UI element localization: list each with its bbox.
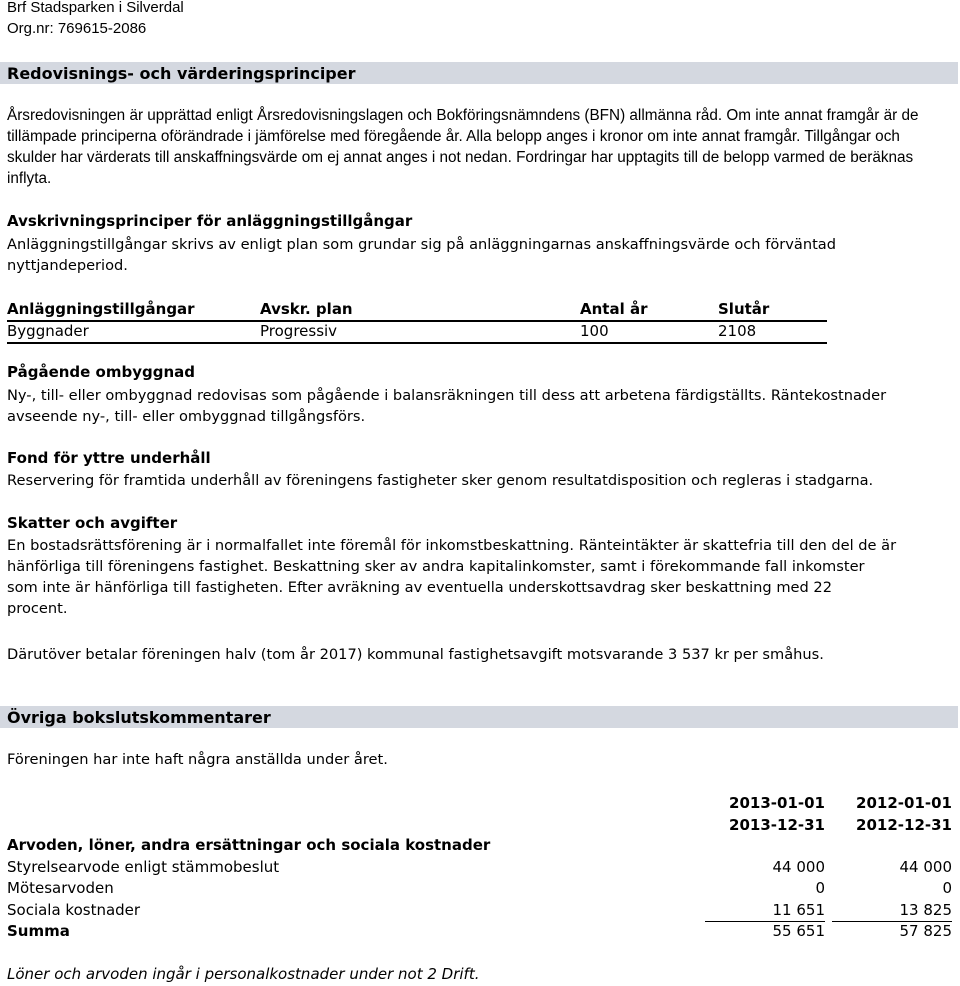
depreciation-plan-col-header: Avskr. plan xyxy=(260,300,353,318)
current-period-end: 2013-12-31 xyxy=(729,816,825,834)
previous-period-end: 2012-12-31 xyxy=(856,816,952,834)
footnote: Löner och arvoden ingår i personalkostnader under not 2 Drift. xyxy=(7,965,480,983)
depreciation-plan-cell: Progressiv xyxy=(260,322,338,340)
table-row xyxy=(7,900,952,921)
fee-current-value: 44 000 xyxy=(772,858,825,876)
years-col-header: Antal år xyxy=(580,300,648,318)
asset-name-cell: Byggnader xyxy=(7,322,89,340)
years-cell: 100 xyxy=(580,322,609,340)
organization-name: Brf Stadsparken i Silverdal xyxy=(7,0,184,16)
fee-current-value: 0 xyxy=(815,879,825,897)
previous-period-start: 2012-01-01 xyxy=(856,794,952,812)
sum-row xyxy=(7,921,952,942)
taxes-heading: Skatter och avgifter xyxy=(7,514,178,532)
table-row xyxy=(7,857,952,878)
end-year-col-header: Slutår xyxy=(718,300,770,318)
sum-previous-value: 57 825 xyxy=(899,922,952,940)
ongoing-construction-heading: Pågående ombyggnad xyxy=(7,363,196,381)
fee-label: Mötesarvoden xyxy=(7,879,114,897)
sum-current-value: 55 651 xyxy=(772,922,825,940)
fee-previous-value: 0 xyxy=(942,879,952,897)
fee-label: Styrelsearvode enligt stämmobeslut xyxy=(7,858,280,876)
ongoing-construction-text: Ny-, till- eller ombyggnad redovisas som pågående i balansräkningen till dess att arbetena färdigställts. Räntekostnader avseende ny-, till- eller ombyggnad tillgångsförs. xyxy=(7,387,887,425)
taxes-text: En bostadsrättsförening är i normalfallet inte föremål för inkomstbeskattning. Ränteintäkter är skattefria till den del de är hänförliga till föreningens fastighet. Beskattning sker av andra kapitalinkomster, samt i förekommande fall inkomster som inte är hänförliga till fastigheten. Efter avräkning av eventuella underskottsavdrag sker beskattning med 22 procent. xyxy=(7,537,897,617)
table-row xyxy=(7,321,827,344)
principles-intro-text: Årsredovisningen är upprättad enligt Årsredovisningslagen och Bokföringsnämndens (BFN) allmänna råd. Om inte annat framgår är de tillämpade principerna oförändrade i jämförelse med föregående år. Alla belopp anges i kronor om inte annat framgår. Tillgångar och skulder har värderats till anskaffningsvärde om ej annat anges i not nedan. Fordringar har upptagits till de belopp varmed de beräknas inflyta. xyxy=(7,107,919,187)
fee-label: Sociala kostnader xyxy=(7,901,141,919)
fees-heading: Arvoden, löner, andra ersättningar och sociala kostnader xyxy=(7,836,491,854)
fee-previous-value: 13 825 xyxy=(832,900,952,922)
asset-table-header xyxy=(7,299,827,322)
property-fee-text: Därutöver betalar föreningen halv (tom år 2017) kommunal fastighetsavgift motsvarande 3 537 kr per småhus. xyxy=(7,646,824,663)
fee-previous-value: 44 000 xyxy=(899,858,952,876)
table-row xyxy=(7,878,952,899)
asset-col-header: Anläggningstillgångar xyxy=(7,300,195,318)
depreciation-text: Anläggningstillgångar skrivs av enligt plan som grundar sig på anläggningarnas anskaffningsvärde och förväntad nyttjandeperiod. xyxy=(7,236,837,274)
sum-label: Summa xyxy=(7,922,70,940)
maintenance-fund-heading: Fond för yttre underhåll xyxy=(7,449,211,467)
depreciation-heading: Avskrivningsprinciper för anläggningstillgångar xyxy=(7,212,413,230)
current-period-start: 2013-01-01 xyxy=(729,794,825,812)
section-title-principles: Redovisnings- och värderingsprinciper xyxy=(0,62,958,84)
maintenance-fund-text: Reservering för framtida underhåll av föreningens fastigheter sker genom resultatdisposition och regleras i stadgarna. xyxy=(7,472,874,489)
organization-number: Org.nr: 769615-2086 xyxy=(7,20,147,37)
end-year-cell: 2108 xyxy=(718,322,757,340)
employees-text: Föreningen har inte haft några anställda under året. xyxy=(7,751,388,768)
fee-current-value: 11 651 xyxy=(705,900,825,922)
section-title-other-comments: Övriga bokslutskommentarer xyxy=(0,706,958,728)
